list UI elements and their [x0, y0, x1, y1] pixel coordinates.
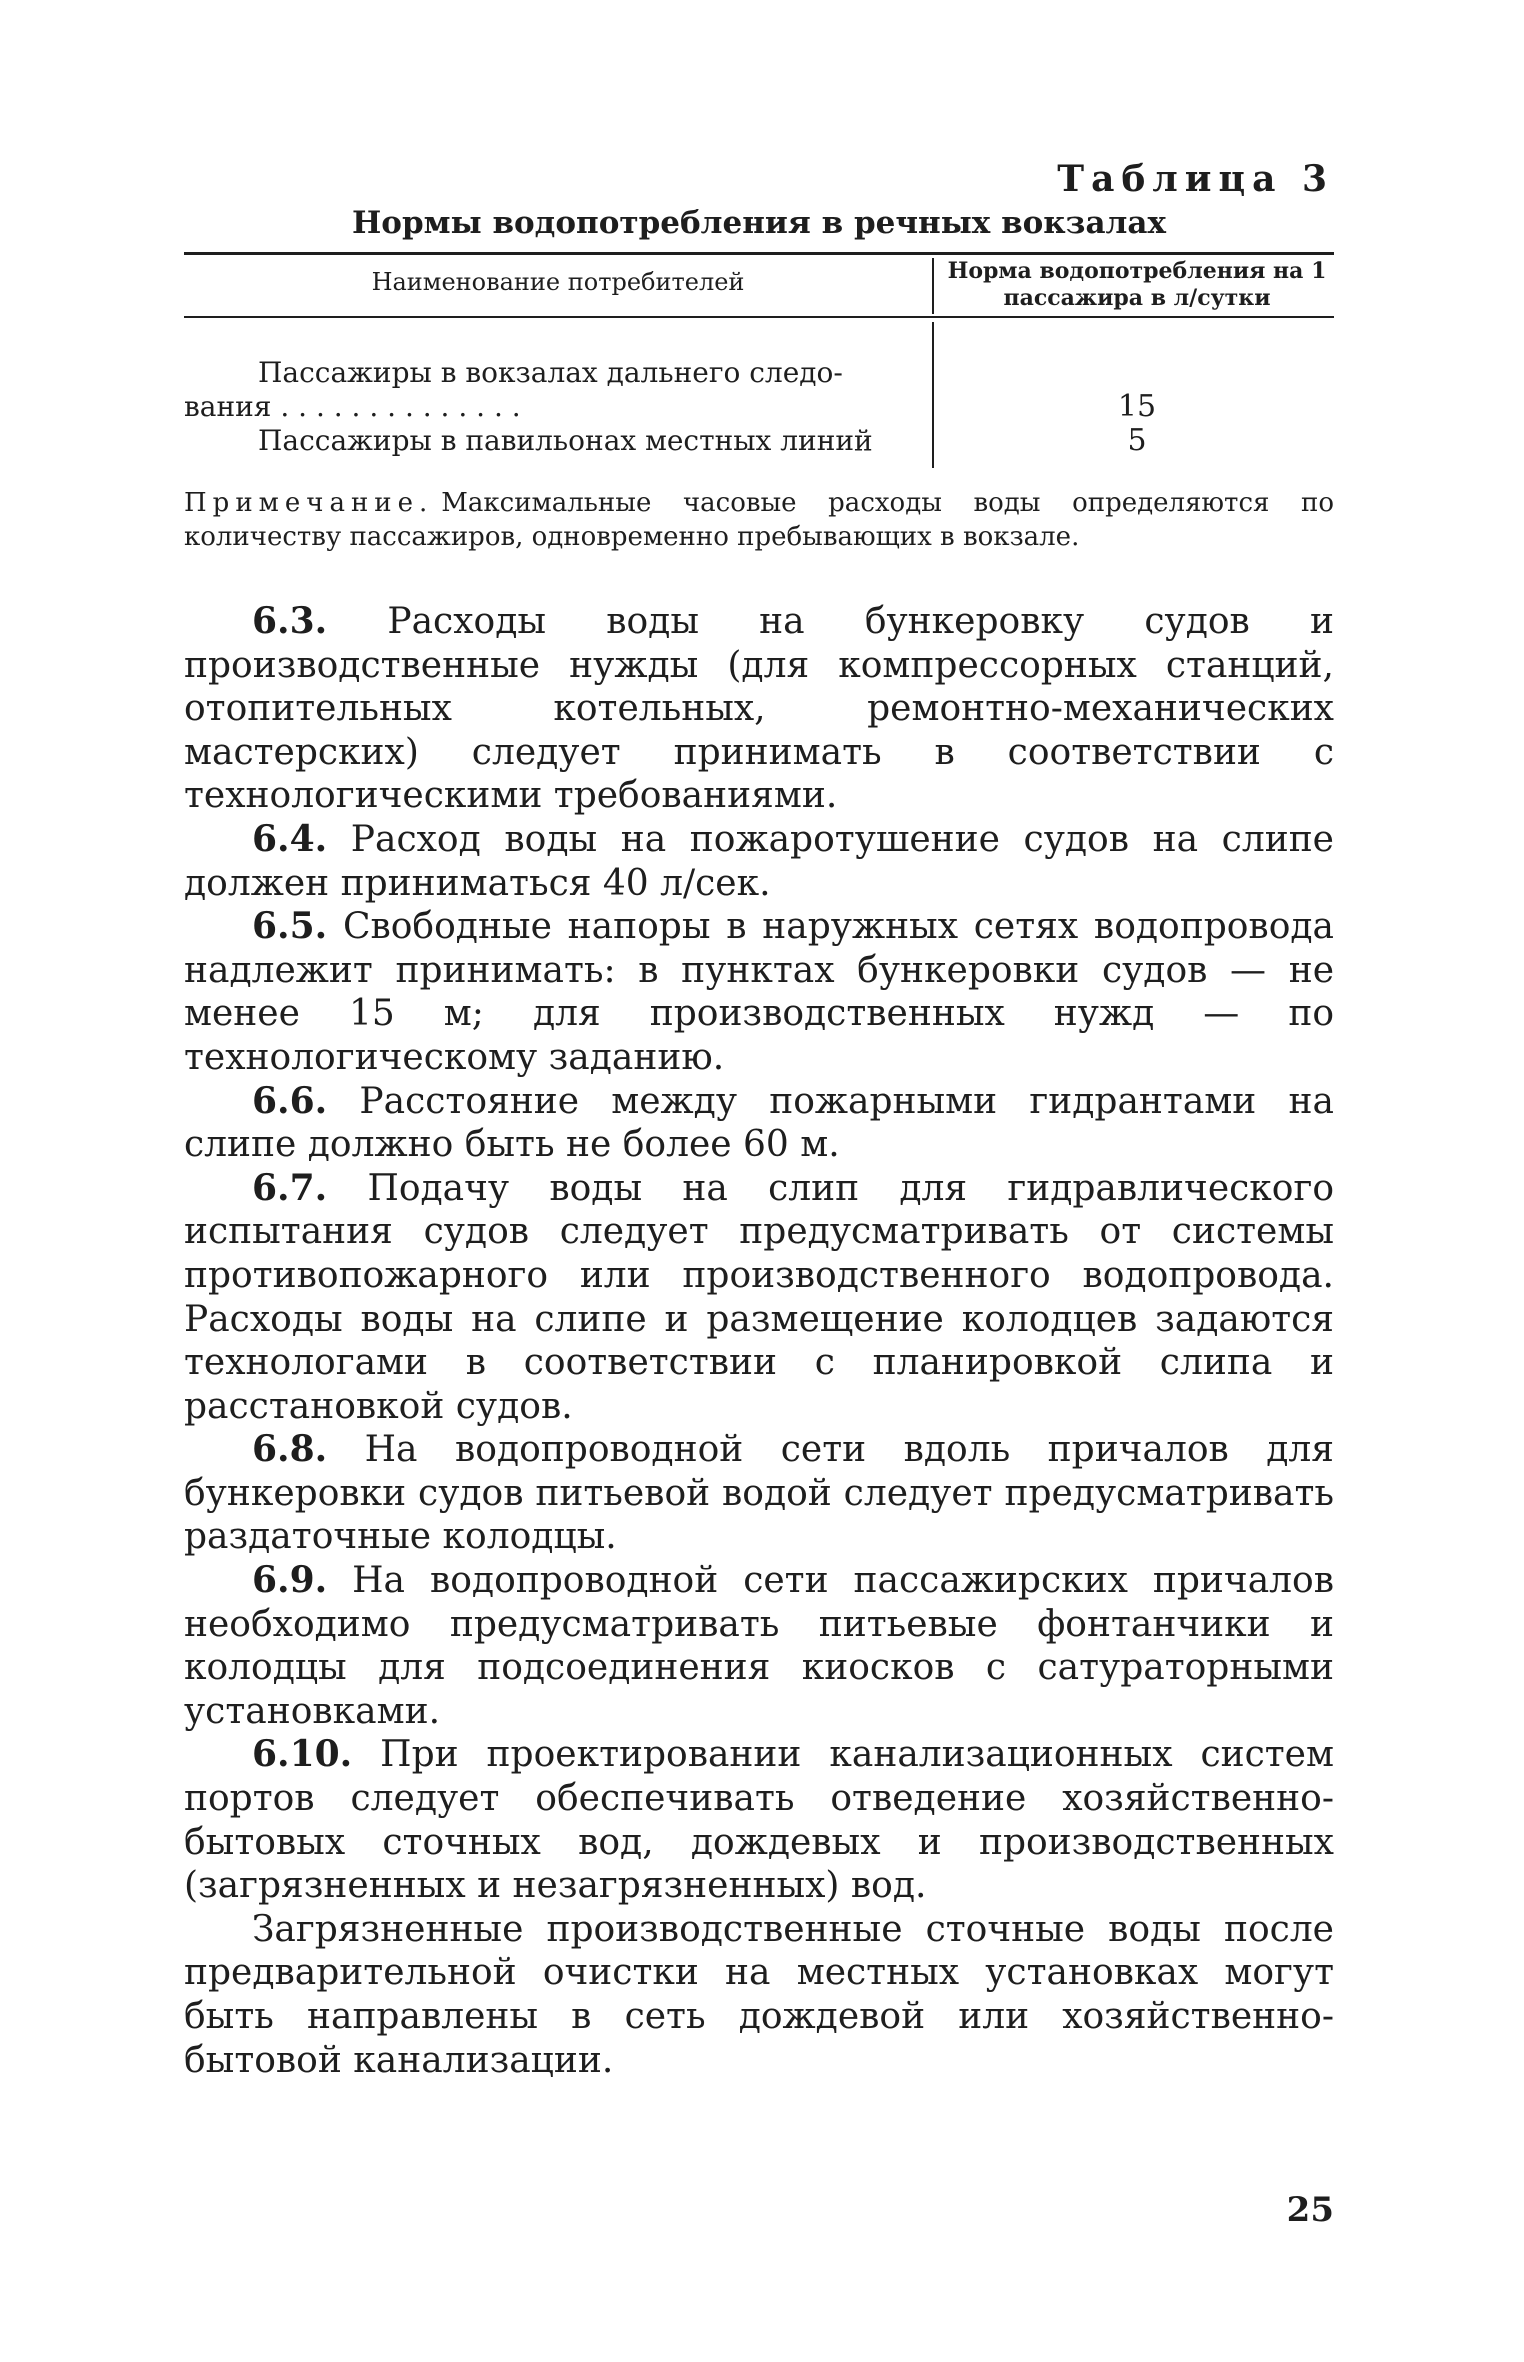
paragraph: Загрязненные производственные сточные воды после предварительной очистки на местных установках могут быть направлены в сеть дождевой или хозяйственно-бытовой канализации. [184, 1908, 1334, 2081]
table-row-value: 5 [1127, 423, 1147, 458]
table-title: Нормы водопотребления в речных вокзалах [352, 205, 1166, 241]
body-text [184, 600, 1334, 2082]
table-header-divider [932, 258, 934, 314]
note-label: Примечание. [184, 488, 434, 518]
paragraph: 6.7. Подачу воды на слип для гидравлического испытания судов следует предусматривать от системы противопожарного или производственного водопровода. Расходы воды на слипе и размещение колодцев задаются технологами в соответствии с планировкой слипа и расстановкой судов. [184, 1166, 1335, 1427]
table-row-value: 15 [1117, 389, 1157, 424]
paragraph: 6.9. На водопроводной сети пассажирских причалов необходимо предусматривать питьевые фонтанчики и колодцы для подсоединения киосков с сатураторными установками. [184, 1559, 1334, 1732]
table-row-name: Пассажиры в павильонах местных линий [258, 424, 873, 457]
table-note [184, 486, 1334, 554]
page-number: 25 [1286, 2190, 1334, 2230]
paragraph: 6.3. Расходы воды на бункеровку судов и производственные нужды (для компрессорных станций, отопительных котельных, ремонтно-механических мастерских) следует принимать в соответствии с технологическими требованиями. [184, 600, 1334, 817]
table-label: Таблица 3 [1057, 158, 1334, 200]
paragraph: 6.6. Расстояние между пожарными гидрантами на слипе должно быть не более 60 м. [184, 1079, 1334, 1166]
table-header-rule [184, 316, 1334, 318]
paragraph: 6.8. На водопроводной сети вдоль причалов для бункеровки судов питьевой водой следует предусматривать раздаточные колодцы. [184, 1428, 1334, 1558]
paragraph: 6.5. Свободные напоры в наружных сетях водопровода надлежит принимать: в пунктах бункеровки судов — не менее 15 м; для производственных нужд — по технологическому заданию. [184, 905, 1334, 1078]
note-text: Максимальные часовые расходы воды определяются по количеству пассажиров, одновременно пребывающих в вокзале. [184, 488, 1334, 552]
paragraph: 6.10. При проектировании канализационных систем портов следует обеспечивать отведение хозяйственно-бытовых сточных вод, дождевых и производственных (загрязненных и незагрязненных) вод. [184, 1733, 1334, 1907]
table-row-name: Пассажиры в вокзалах дальнего следо- вания . . . . . . . . . . . . . . [184, 356, 843, 423]
column-header-norm: Норма водопотребления на 1 пассажира в л/сутки [947, 258, 1327, 311]
column-header-consumers: Наименование потребителей [371, 268, 745, 296]
table-top-rule [184, 252, 1334, 255]
paragraph: 6.4. Расход воды на пожаротушение судов на слипе должен приниматься 40 л/сек. [184, 817, 1334, 904]
table-body-divider [932, 322, 934, 468]
